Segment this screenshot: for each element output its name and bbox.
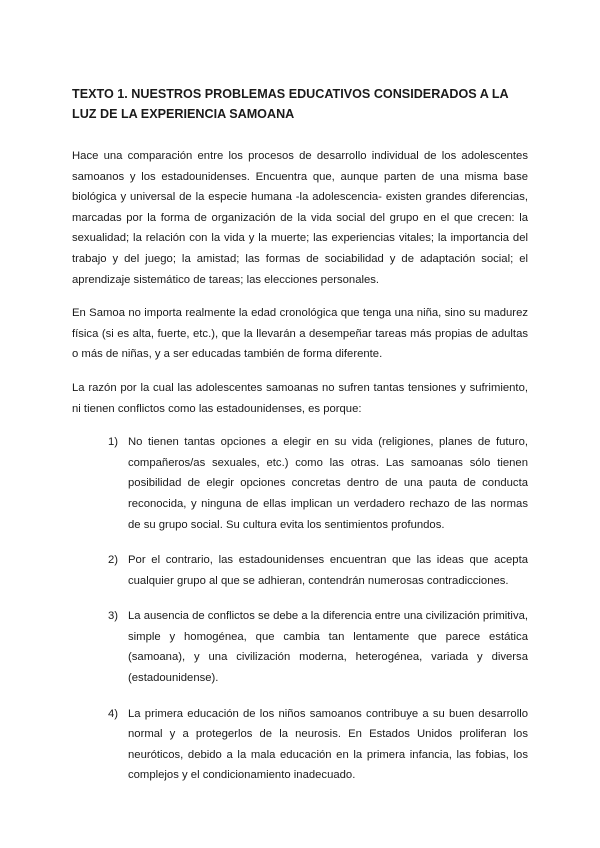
document-page [72, 84, 528, 801]
list-text: La primera educación de los niños samoanos contribuye a su buen desarrollo normal y a protegerlos de la neurosis. En Estados Unidos proliferan los neuróticos, debido a la mala educación en la primera infancia, las fobias, los complejos y el condicionamiento inadecuado. [128, 707, 528, 782]
reasons-list [72, 432, 528, 786]
paragraph-reason: La razón por la cual las adolescentes samoanas no sufren tantas tensiones y sufrimiento, ni tienen conflictos como las estadounidenses, es porque: [72, 381, 528, 415]
list-text: No tienen tantas opciones a elegir en su vida (religiones, planes de futuro, compañeros/as sexuales, etc.) como las otras. Las samoanas sólo tienen posibilidad de elegir opciones concretas dentro de una pauta de conducta reconocida, y ninguna de ellas implican un verdadero rechazo de las normas de su grupo social. Su cultura evita los sentimientos profundos. [128, 436, 528, 531]
list-number: 4) [108, 707, 119, 720]
list-number: 3) [108, 610, 119, 623]
list-item [72, 550, 528, 591]
paragraph-intro: Hace una comparación entre los procesos de desarrollo individual de los adolescentes samoanos y los estadounidenses. Encuentra que, aunque parten de una misma base biológica y universal de la especie humana -la adolescencia- existen grandes diferencias, marcadas por la forma de organización de la vida social del grupo en el que crecen: la sexualidad; la relación con la vida y la muerte; las experiencias vitales; la importancia del trabajo y del juego; la amistad; las formas de sociabilidad y de adaptación social; el aprendizaje sistemático de tareas; las elecciones personales. [72, 150, 528, 286]
list-number: 2) [108, 554, 119, 567]
list-number: 1) [108, 436, 119, 449]
document-title: TEXTO 1. NUESTROS PROBLEMAS EDUCATIVOS CONSIDERADOS A LA LUZ DE LA EXPERIENCIA SAMOANA [72, 87, 509, 121]
list-item [72, 432, 528, 535]
list-text: Por el contrario, las estadounidenses encuentran que las ideas que acepta cualquier grupo al que se adhieran, contendrán numerosas contradicciones. [128, 554, 528, 587]
list-item [72, 606, 528, 688]
list-text: La ausencia de conflictos se debe a la diferencia entre una civilización primitiva, simple y homogénea, que cambia tan lentamente que parece estática (samoana), y una civilización moderna, heterogénea, variada y diversa (estadounidense). [128, 610, 529, 685]
list-item [72, 704, 528, 786]
paragraph-samoa-age: En Samoa no importa realmente la edad cronológica que tenga una niña, sino su madurez física (si es alta, fuerte, etc.), que la llevarán a desempeñar tareas más propias de adultas o más de niñas, y a ser educadas también de forma diferente. [72, 307, 528, 361]
